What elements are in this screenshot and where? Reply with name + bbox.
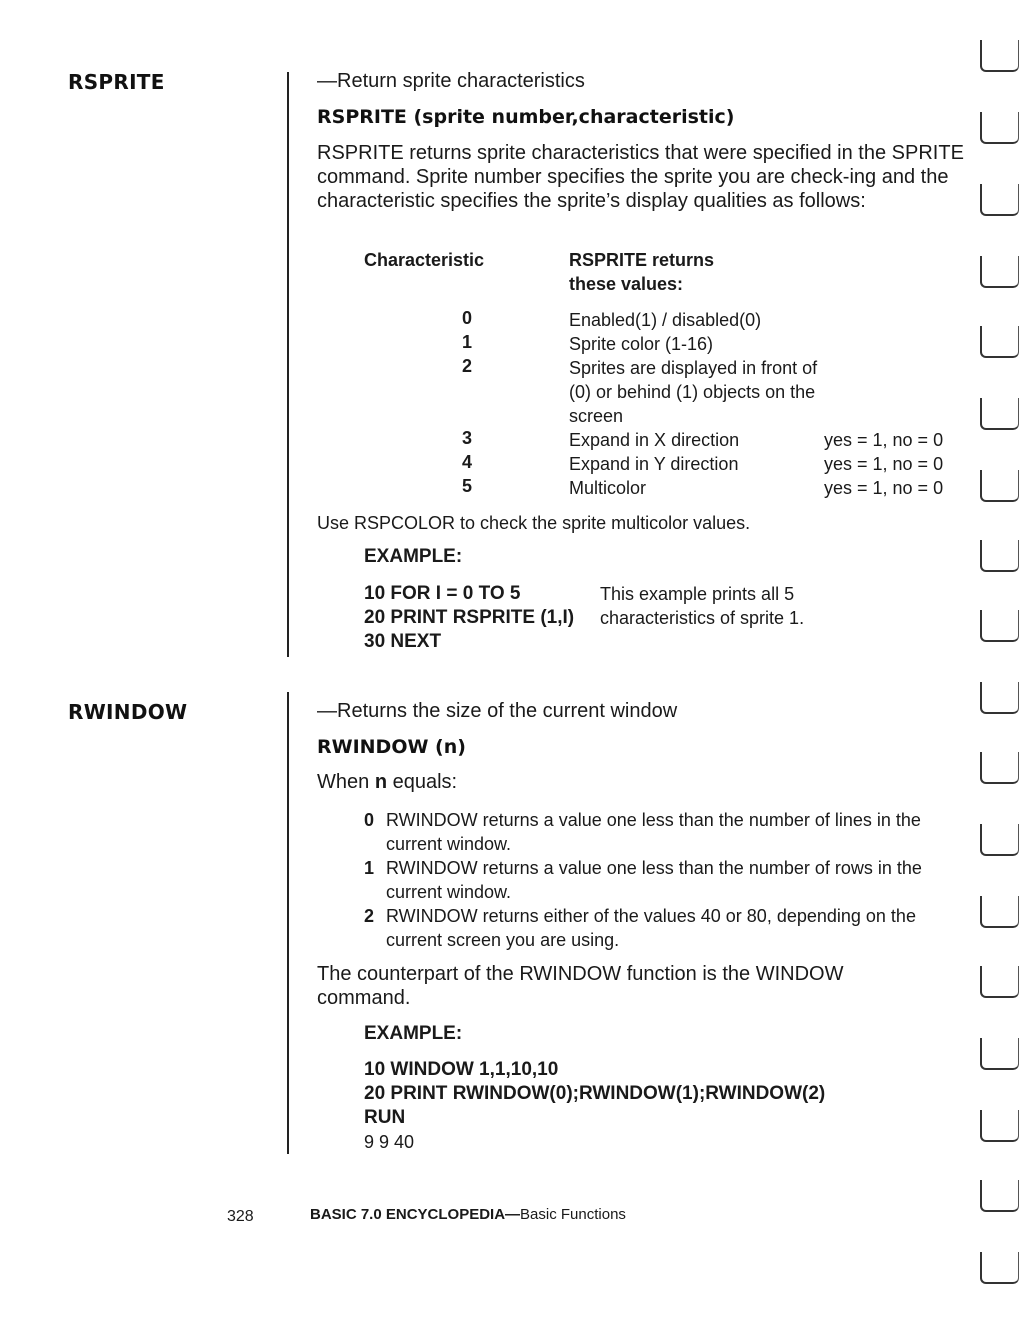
table-row-desc: Expand in X direction (569, 430, 740, 450)
table-row-desc: Multicolor (569, 478, 647, 498)
list-item: 2 RWINDOW returns either of the values 40 or 80, depending on the current screen you are using. (364, 906, 916, 950)
table-header-characteristic: Characteristic (364, 250, 485, 270)
table-row-desc: Sprites are displayed in front of (0) or behind (1) objects on the screen (569, 358, 818, 426)
rsprite-keyword: RSPRITE (68, 70, 165, 94)
rwindow-vertical-rule (287, 692, 289, 1154)
rsprite-example-code: 10 FOR I = 0 TO 5 20 PRINT RSPRITE (1,I) 30 NEXT (364, 583, 575, 652)
table-row-desc: Expand in Y direction (569, 454, 739, 474)
table-row-num: 3 (461, 428, 472, 448)
list-item: 1 RWINDOW returns a value one less than the number of rows in the current window. (364, 858, 922, 902)
rwindow-when: When n equals: (317, 771, 458, 793)
table-row-extra: yes = 1, no = 0 (824, 430, 944, 450)
page-number: 328 (227, 1208, 254, 1225)
rwindow-keyword: RWINDOW (68, 700, 188, 724)
table-row-desc: Enabled(1) / disabled(0) (569, 310, 762, 330)
table-row-num: 4 (461, 452, 472, 472)
table-row-num: 5 (461, 476, 472, 496)
rwindow-example-output: 9 9 40 (364, 1132, 415, 1152)
rsprite-intro: —Return sprite characteristics (317, 70, 585, 92)
rwindow-syntax: RWINDOW (n) (317, 736, 466, 758)
rwindow-intro: —Returns the size of the current window (317, 700, 678, 722)
rsprite-example-comment: This example prints all 5 characteristics of sprite 1. (600, 584, 805, 628)
rsprite-note: Use RSPCOLOR to check the sprite multicolor values. (317, 513, 751, 533)
spiral-binding (980, 0, 1020, 1328)
rwindow-example-label: EXAMPLE: (364, 1023, 463, 1044)
rsprite-description: RSPRITE returns sprite characteristics that were specified in the SPRITE command. Sprite number specifies the sprite you are check-ing and the characteristic specifies the sprite’s display qualities as follows: (317, 142, 964, 212)
rsprite-vertical-rule (287, 72, 289, 657)
table-row-desc: Sprite color (1-16) (569, 334, 714, 354)
table-row-num: 2 (461, 356, 472, 376)
rwindow-example-code: 10 WINDOW 1,1,10,10 20 PRINT RWINDOW(0);RWINDOW(1);RWINDOW(2) RUN (364, 1059, 826, 1128)
rsprite-example-label: EXAMPLE: (364, 546, 463, 567)
footer-title: BASIC 7.0 ENCYCLOPEDIA—Basic Functions (310, 1206, 626, 1223)
rwindow-counterpart: The counterpart of the RWINDOW function is the WINDOW command. (317, 963, 844, 1009)
table-row-num: 0 (461, 308, 472, 328)
rsprite-syntax: RSPRITE (sprite number,characteristic) (317, 106, 735, 128)
table-row-extra: yes = 1, no = 0 (824, 454, 944, 474)
table-row-extra: yes = 1, no = 0 (824, 478, 944, 498)
list-item: 0 RWINDOW returns a value one less than the number of lines in the current window. (364, 810, 921, 854)
table-header-returns: RSPRITE returns these values: (569, 250, 715, 294)
table-row-num: 1 (461, 332, 472, 352)
